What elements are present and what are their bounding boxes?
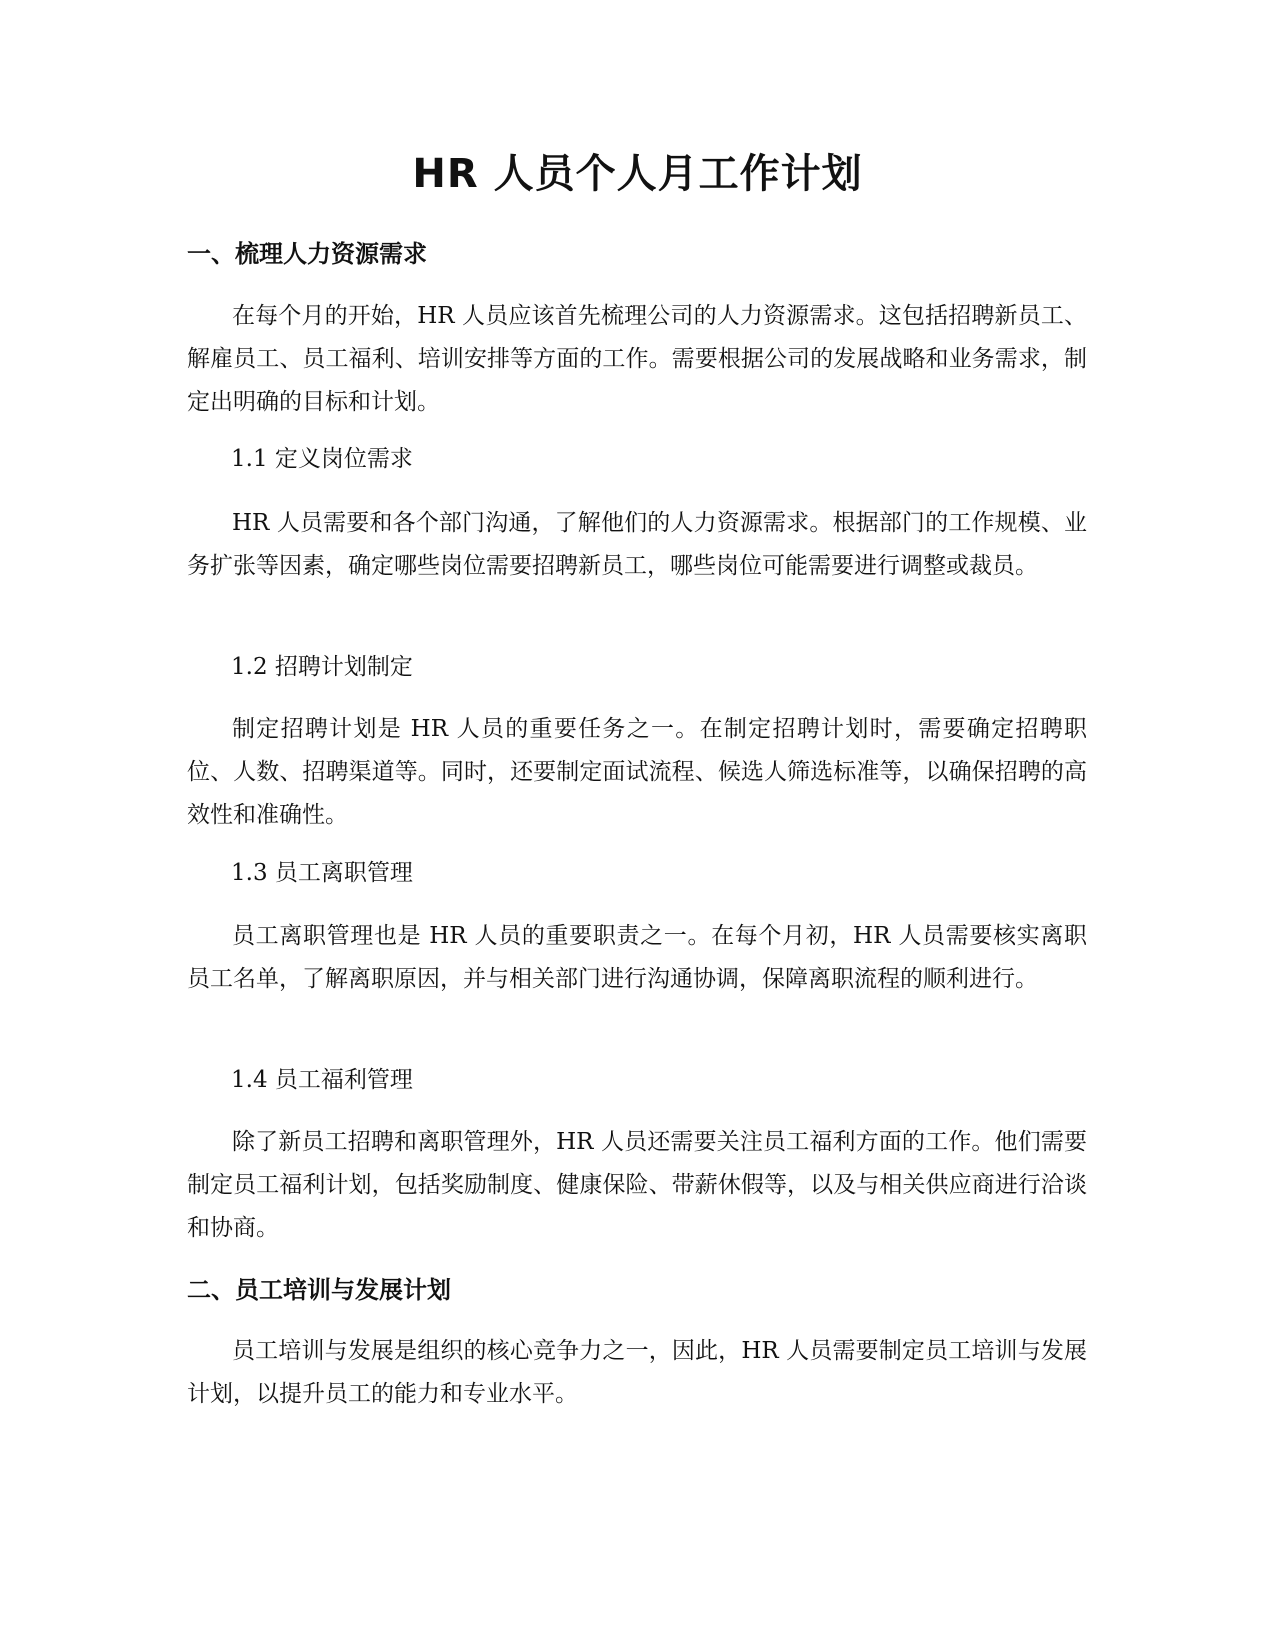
document-title: HR 人员个人月工作计划 [412,151,863,197]
subsection-1-4-heading: 1.4 员工福利管理 [231,1067,413,1093]
subsection-1-3-paragraph: 员工离职管理也是 HR 人员的重要职责之一。在每个月初，HR 人员需要核实离职员工名单，了解离职原因，并与相关部门进行沟通协调，保障离职流程的顺利进行。 [187,923,1087,992]
subsection-1-1-heading: 1.1 定义岗位需求 [231,446,413,472]
subsection-1-2-paragraph: 制定招聘计划是 HR 人员的重要任务之一。在制定招聘计划时，需要确定招聘职位、人数、招聘渠道等。同时，还要制定面试流程、候选人筛选标准等，以确保招聘的高效性和准确性。 [187,716,1087,828]
subsection-1-2-heading: 1.2 招聘计划制定 [231,654,413,680]
section-2-intro-paragraph: 员工培训与发展是组织的核心竞争力之一，因此，HR 人员需要制定员工培训与发展计划，以提升员工的能力和专业水平。 [187,1338,1087,1407]
section-2-heading: 二、员工培训与发展计划 [187,1276,451,1304]
subsection-1-3-heading: 1.3 员工离职管理 [231,860,413,886]
subsection-1-4-paragraph: 除了新员工招聘和离职管理外，HR 人员还需要关注员工福利方面的工作。他们需要制定员工福利计划，包括奖励制度、健康保险、带薪休假等，以及与相关供应商进行洽谈和协商。 [187,1129,1087,1241]
subsection-1-1-paragraph: HR 人员需要和各个部门沟通，了解他们的人力资源需求。根据部门的工作规模、业务扩张等因素，确定哪些岗位需要招聘新员工，哪些岗位可能需要进行调整或裁员。 [187,510,1087,579]
section-1-heading: 一、梳理人力资源需求 [187,240,427,268]
section-1-intro-paragraph: 在每个月的开始，HR 人员应该首先梳理公司的人力资源需求。这包括招聘新员工、解雇员工、员工福利、培训安排等方面的工作。需要根据公司的发展战略和业务需求，制定出明确的目标和计划。 [187,303,1087,415]
